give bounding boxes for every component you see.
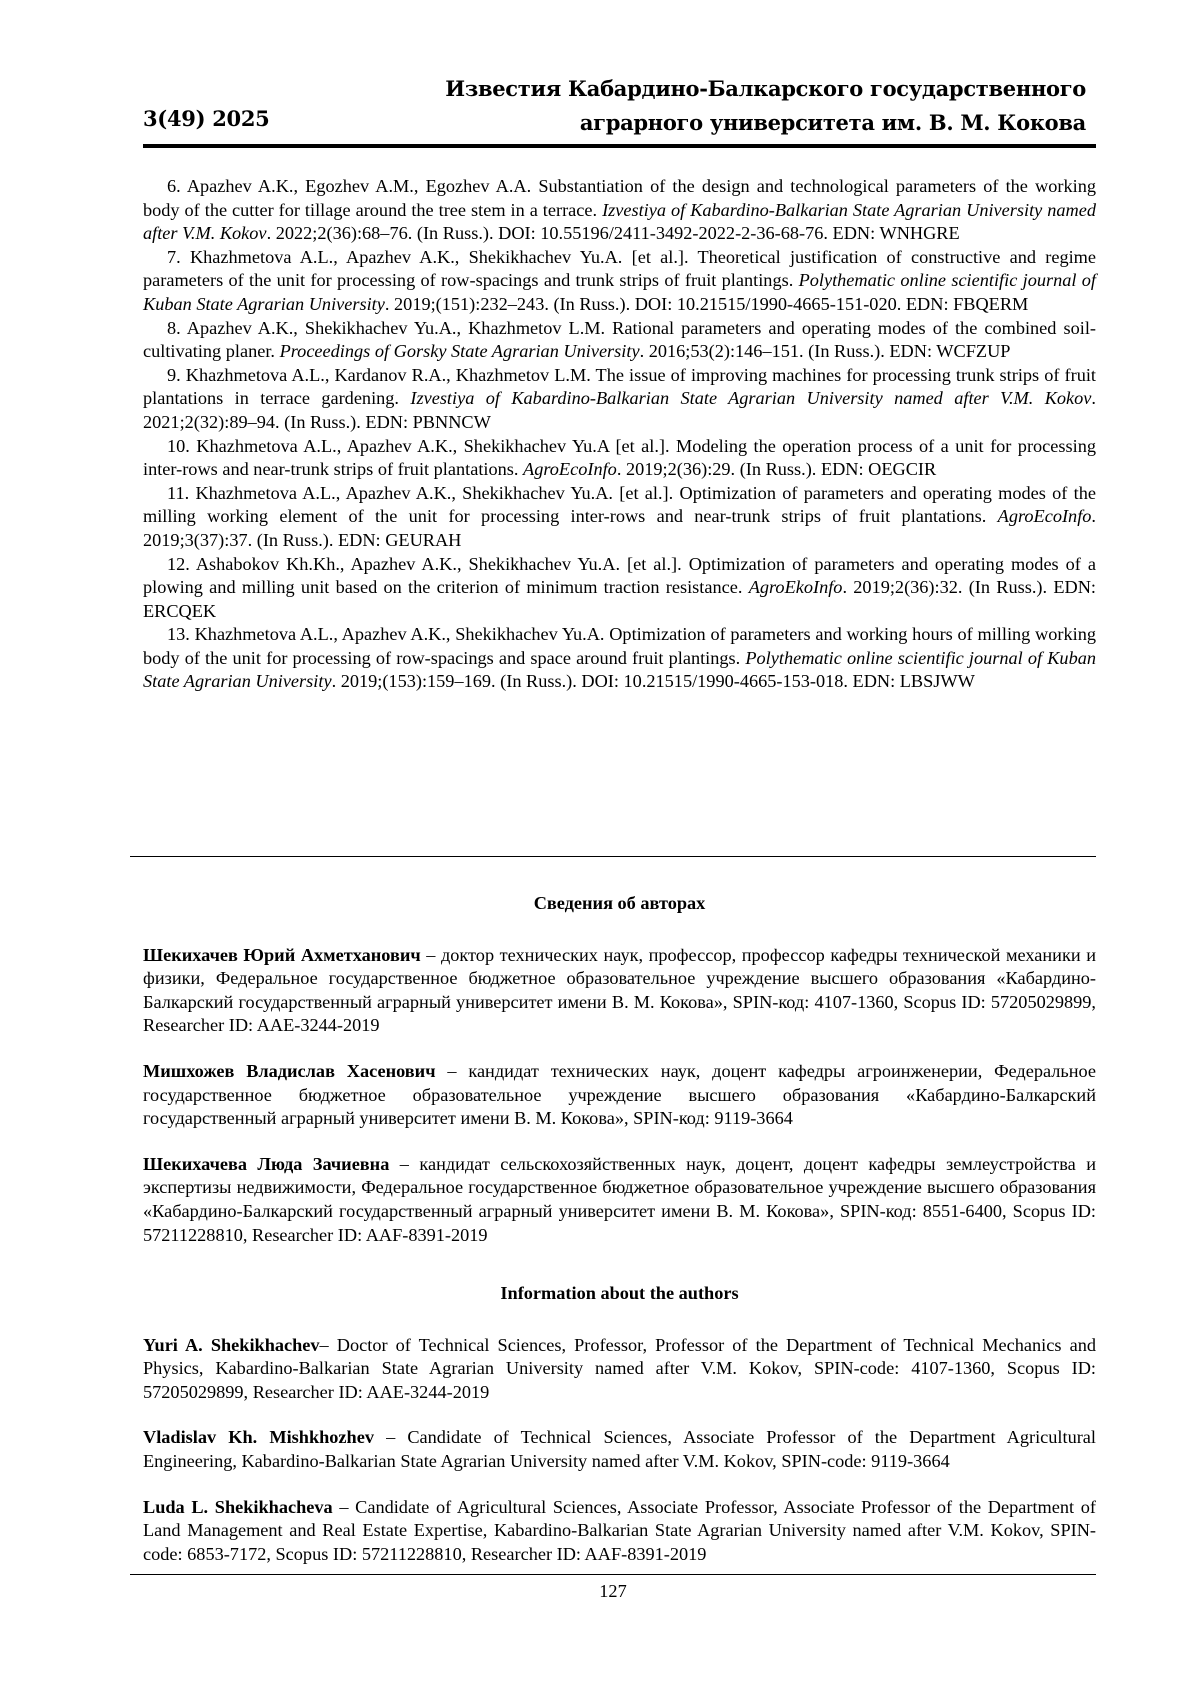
journal-title-line-1: Известия Кабардино-Балкарского государственного [445, 76, 1086, 101]
author-bio-ru: Шекихачева Люда Зачиевна – кандидат сельскохозяйственных наук, доцент, доцент кафедры землеустройства и экспертизы недвижимости, Федеральное государственное бюджетное образовательное учреждение высшего образования «Кабардино-Балкарский государственный аграрный университет имени В. М. Кокова», SPIN-код: 8551-6400, Scopus ID: 57211228810, Researcher ID: AAF-8391-2019 [143, 1153, 1097, 1245]
reference-journal: AgroEcoInfo [523, 459, 617, 480]
footer-rule [130, 1574, 1096, 1575]
author-bio-ru: Мишхожев Владислав Хасенович – кандидат технических наук, доцент кафедры агроинженерии, Федеральное государственное бюджетное образовательное учреждение высшего образования «Кабардино-Балкарский государственный аграрный университет имени В. М. Кокова», SPIN-код: 9119-3664 [143, 1060, 1096, 1129]
reference-item: 9. Khazhmetova A.L., Kardanov R.A., Khazhmetov L.M. The issue of improving machines for processing trunk strips of fruit plantations in terrace gardening. Izvestiya of Kabardino-Balkarian State Agrarian University named after V.M. Kokov. 2021;2(32):89–94. (In Russ.). EDN: PBNNCW [143, 364, 1096, 432]
section-divider [130, 856, 1096, 857]
authors-ru-section [143, 892, 1096, 1269]
authors-en-title: Information about the authors [500, 1283, 739, 1303]
authors-ru-title: Сведения об авторах [533, 893, 706, 913]
author-bio-en: Yuri A. Shekikhachev– Doctor of Technical Sciences, Professor, Professor of the Department of Technical Mechanics and Physics, Kabardino-Balkarian State Agrarian University named after V.M. Kokov, SPIN-code: 4107-1360, Scopus ID: 57205029899, Researcher ID: AAE-3244-2019 [143, 1334, 1096, 1402]
running-header [143, 66, 1096, 138]
header-rule [143, 144, 1096, 148]
author-name: Мишхожев Владислав Хасенович [143, 1060, 436, 1081]
author-name: Luda L. Shekikhacheva [143, 1496, 333, 1517]
journal-title [445, 72, 1086, 140]
author-name: Шекихачева Люда Зачиевна [143, 1153, 390, 1174]
page-content [143, 66, 1096, 694]
journal-title-line-2: аграрного университета им. В. М. Кокова [579, 110, 1086, 135]
author-bio-en: Vladislav Kh. Mishkhozhev – Candidate of Technical Sciences, Associate Professor of the Department Agricultural Engineering, Kabardino-Balkarian State Agrarian University named after V.M. Kokov, SPIN-code: 9119-3664 [143, 1427, 1096, 1471]
reference-journal: AgroEcoInfo [997, 506, 1092, 527]
reference-journal: Proceedings of Gorsky State Agrarian University [279, 341, 640, 362]
reference-journal: Izvestiya of Kabardino-Balkarian State Agrarian University named after V.M. Kokov [143, 199, 1096, 244]
reference-item: 12. Ashabokov Kh.Kh., Apazhev A.K., Shekikhachev Yu.A. [et al.]. Optimization of parameters and operating modes of a plowing and milling unit based on the criterion of minimum traction resistance. AgroEkoInfo. 2019;2(36):32. (In Russ.). EDN: ERCQEK [143, 553, 1096, 621]
reference-item: 6. Apazhev A.K., Egozhev A.M., Egozhev A.A. Substantiation of the design and technological parameters of the working body of the cutter for tillage around the tree stem in a terrace. Izvestiya of Kabardino-Balkarian State Agrarian University named after V.M. Kokov. 2022;2(36):68–76. (In Russ.). DOI: 10.55196/2411-3492-2022-2-36-68-76. EDN: WNHGRE [143, 176, 1096, 244]
reference-journal: Polythematic online scientific journal of Kuban State Agrarian University [143, 647, 1096, 692]
reference-item: 7. Khazhmetova A.L., Apazhev A.K., Shekikhachev Yu.A. [et al.]. Theoretical justification of constructive and regime parameters of the unit for processing of row-spacings and trunk strips of fruit plantings. Polythematic online scientific journal of Kuban State Agrarian University. 2019;(151):232–243. (In Russ.). DOI: 10.21515/1990-4665-151-020. EDN: FBQERM [143, 246, 1096, 314]
reference-item: 11. Khazhmetova A.L., Apazhev A.K., Shekikhachev Yu.A. [et al.]. Optimization of parameters and operating modes of the milling working element of the unit for processing inter-rows and near-trunk strips of fruit plantations. AgroEcoInfo. 2019;3(37):37. (In Russ.). EDN: GEURAH [143, 482, 1096, 550]
issue-number: 3(49) 2025 [143, 106, 270, 131]
reference-journal: Polythematic online scientific journal of Kuban State Agrarian University [143, 270, 1096, 314]
author-name: Yuri A. Shekikhachev [143, 1334, 320, 1355]
reference-item: 13. Khazhmetova A.L., Apazhev A.K., Shekikhachev Yu.A. Optimization of parameters and working hours of milling working body of the unit for processing of row-spacings and space around fruit plantings. Polythematic online scientific journal of Kuban State Agrarian University. 2019;(153):159–169. (In Russ.). DOI: 10.21515/1990-4665-153-018. EDN: LBSJWW [143, 624, 1096, 692]
reference-list [143, 175, 1096, 694]
author-name: Шекихачев Юрий Ахметханович [143, 944, 421, 965]
reference-item: 10. Khazhmetova A.L., Apazhev A.K., Shekikhachev Yu.A [et al.]. Modeling the operation process of a unit for processing inter-rows and near-trunk strips of fruit plantations. AgroEcoInfo. 2019;2(36):29. (In Russ.). EDN: OEGCIR [143, 435, 1096, 480]
page-number: 127 [599, 1581, 627, 1601]
authors-en-section [143, 1282, 1096, 1588]
author-bio-en: Luda L. Shekikhacheva – Candidate of Agricultural Sciences, Associate Professor, Associate Professor of the Department of Land Management and Real Estate Expertise, Kabardino-Balkarian State Agrarian University named after V.M. Kokov, SPIN-code: 6853-7172, Scopus ID: 57211228810, Researcher ID: AAF-8391-2019 [143, 1496, 1096, 1564]
reference-journal: Izvestiya of Kabardino-Balkarian State Agrarian University named after V.M. Kokov [410, 388, 1092, 409]
reference-journal: AgroEkoInfo [748, 577, 843, 598]
author-bio-ru: Шекихачев Юрий Ахметханович – доктор технических наук, профессор, профессор кафедры технической механики и физики, Федеральное государственное бюджетное образовательное учреждение высшего образования «Кабардино-Балкарский государственный аграрный университет имени В. М. Кокова», SPIN-код: 4107-1360, Scopus ID: 57205029899, Researcher ID: AAE-3244-2019 [143, 944, 1096, 1036]
reference-item: 8. Apazhev A.K., Shekikhachev Yu.A., Khazhmetov L.M. Rational parameters and operating modes of the combined soil-cultivating planer. Proceedings of Gorsky State Agrarian University. 2016;53(2):146–151. (In Russ.). EDN: WCFZUP [143, 317, 1096, 362]
author-name: Vladislav Kh. Mishkhozhev [143, 1427, 374, 1448]
